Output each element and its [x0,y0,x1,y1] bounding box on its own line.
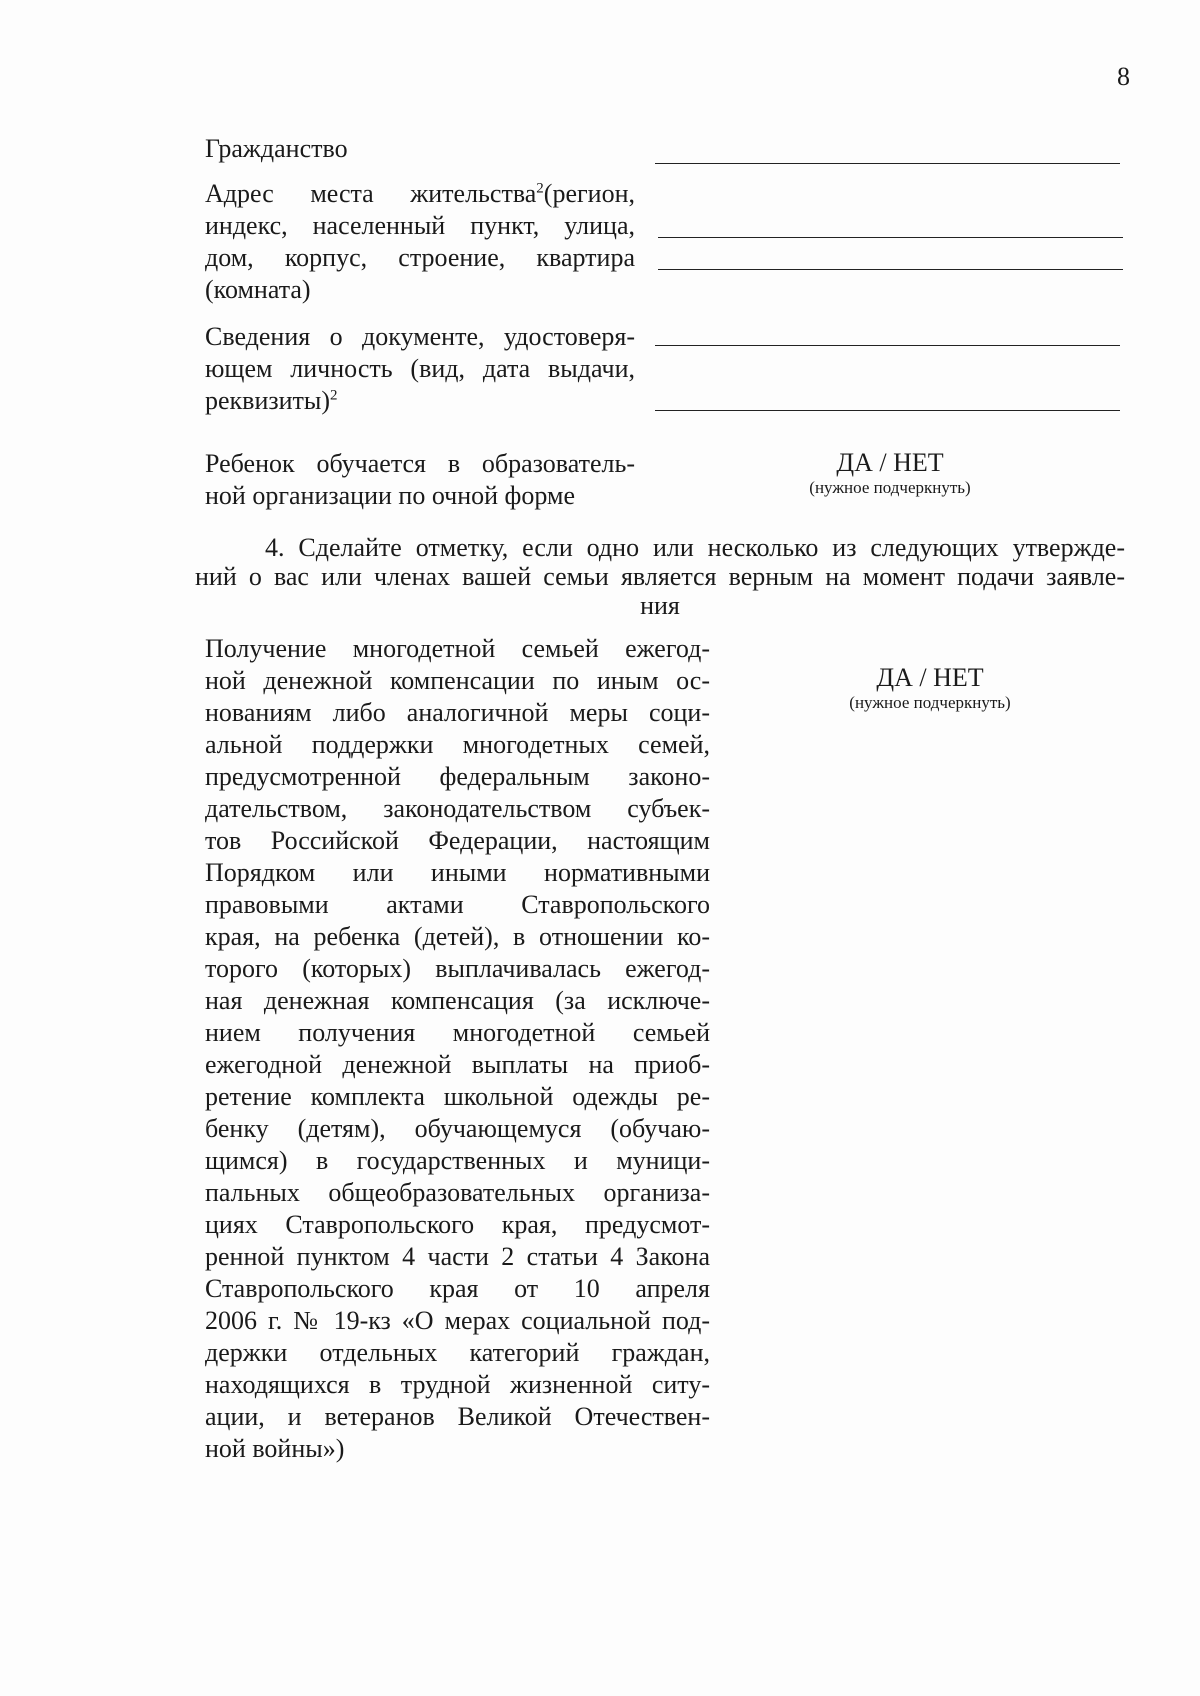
compensation-line: предусмотренной федеральным законо- [205,762,710,791]
document-field-2[interactable] [655,410,1120,411]
page-number: 8 [1117,62,1130,91]
compensation-line: края, на ребенка (детей), в отношении ко- [205,922,710,951]
studies-yes-no[interactable] [770,448,1010,498]
citizenship-label: Гражданство [205,134,348,163]
document-line-3: реквизиты)$^2$ [205,386,338,415]
section-4-line-2: ний о вас или членах вашей семьи является верным на момент подачи заявле- [195,562,1125,591]
compensation-line: дательством, законодательством субъек- [205,794,710,823]
address-line-3: дом, корпус, строение, квартира [205,243,635,272]
compensation-line: торого (которых) выплачивалась ежегод- [205,954,710,983]
yes-no-choice[interactable]: ДА / НЕТ [836,448,944,477]
address-line-1: Адрес места жительства$^2$(регион, [205,179,635,208]
studies-line-2: ной организации по очной форме [205,481,576,510]
compensation-line: тов Российской Федерации, настоящим [205,826,710,855]
compensation-line: ная денежная компенсация (за исключе- [205,986,710,1015]
section-4-instruction [195,533,1125,620]
compensation-text [205,633,710,1465]
document-label [205,321,635,417]
address-line-4: (комната) [205,275,311,304]
document-field-1[interactable] [655,345,1120,346]
compensation-line: ной войны») [205,1434,345,1463]
compensation-line: ежегодной денежной выплаты на приоб- [205,1050,710,1079]
compensation-line: ной денежной компенсации по иным ос- [205,666,710,695]
address-line-2: индекс, населенный пункт, улица, [205,211,635,240]
document-line-2: ющем личность (вид, дата выдачи, [205,354,635,383]
yes-no-hint: (нужное подчеркнуть) [809,478,971,497]
yes-no-hint: (нужное подчеркнуть) [849,693,1011,712]
compensation-line: альной поддержки многодетных семей, [205,730,710,759]
compensation-line: циях Ставропольского края, предусмот- [205,1210,710,1239]
section-4-line-1: 4. Сделайте отметку, если одно или несколько из следующих утвержде- [265,533,1125,562]
compensation-line: правовыми актами Ставропольского [205,890,710,919]
compensation-line: ренной пунктом 4 части 2 статьи 4 Закона [205,1242,710,1271]
compensation-line: нованиям либо аналогичной меры соци- [205,698,710,727]
compensation-line: ретение комплекта школьной одежды ре- [205,1082,710,1111]
compensation-line: щимся) в государственных и муници- [205,1146,710,1175]
compensation-line: Ставропольского края от 10 апреля [205,1274,710,1303]
compensation-line: бенку (детям), обучающемуся (обучаю- [205,1114,710,1143]
yes-no-choice[interactable]: ДА / НЕТ [876,663,984,692]
compensation-line: держки отдельных категорий граждан, [205,1338,710,1367]
address-label [205,178,635,306]
compensation-line: нием получения многодетной семьей [205,1018,710,1047]
document-line-1: Сведения о документе, удостоверя- [205,322,635,351]
compensation-yes-no[interactable] [810,663,1050,713]
compensation-line: 2006 г. № 19-кз «О мерах социальной под- [205,1306,710,1335]
citizenship-field[interactable] [655,163,1120,164]
address-field-2[interactable] [658,269,1123,270]
compensation-line: пальных общеобразовательных организа- [205,1178,710,1207]
section-4-line-3: ния [640,591,680,620]
studies-label [205,448,635,512]
compensation-line: Порядком или иными нормативными [205,858,710,887]
compensation-line: Получение многодетной семьей ежегод- [205,634,710,663]
studies-line-1: Ребенок обучается в образователь- [205,449,635,478]
compensation-line: ации, и ветеранов Великой Отечествен- [205,1402,710,1431]
compensation-line: находящихся в трудной жизненной ситу- [205,1370,710,1399]
address-field-1[interactable] [658,237,1123,238]
